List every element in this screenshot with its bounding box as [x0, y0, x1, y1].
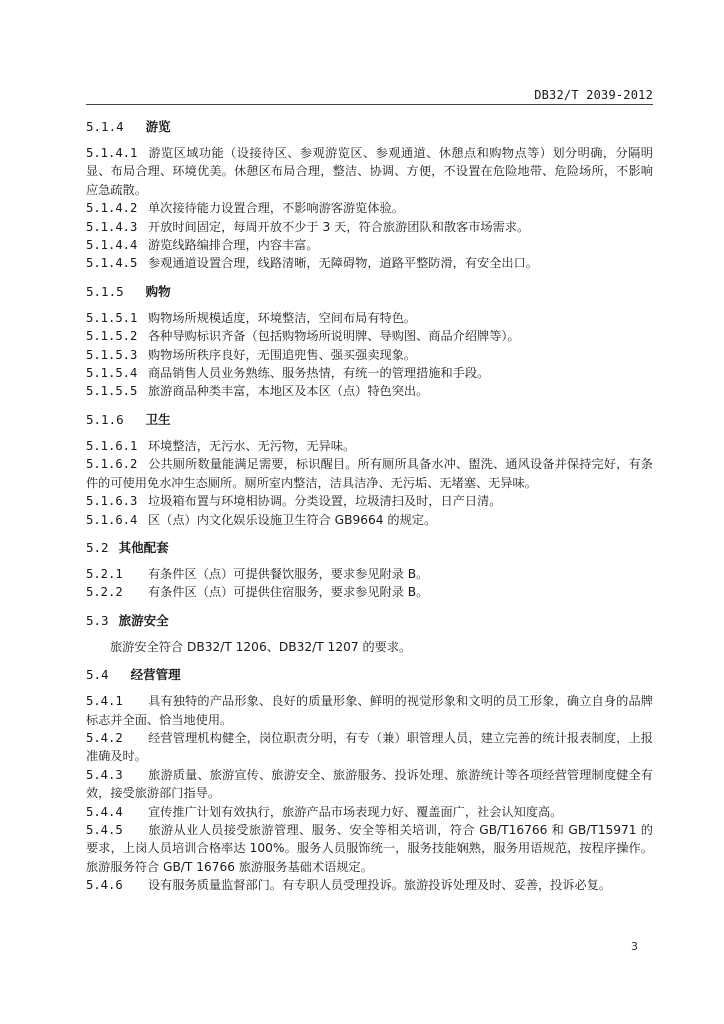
- clause: 5.1.5.2 各种导购标识齐备（包括购物场所说明牌、导购图、商品介绍牌等）。: [86, 329, 520, 344]
- section-heading: 5.2 其他配套: [86, 539, 169, 555]
- clause: 5.1.6.3 垃圾箱布置与环境相协调。分类设置，垃圾清扫及时，日产日清。: [86, 494, 502, 509]
- section-heading: 5.3 旅游安全: [86, 612, 169, 628]
- section-body: 旅游安全符合 DB32/T 1206、DB32/T 1207 的要求。: [110, 639, 412, 654]
- clause: 5.1.4.4 游览线路编排合理，内容丰富。: [86, 238, 319, 253]
- clause: 5.4.3 旅游质量、旅游宣传、旅游安全、旅游服务、投诉处理、旅游统计等各项经营管理制度健全有效，接受旅游部门指导。: [86, 767, 653, 801]
- clause: 5.1.4.1 游览区域功能（设接待区、参观游览区、参观通道、休憩点和购物点等）划分明确，分隔明显、布局合理、环境优美。休憩区布局合理，整洁、协调、方便，不设置在危险地带、危险场所，不影响应急疏散。: [86, 146, 653, 197]
- clause: 5.1.6.4 区（点）内文化娱乐设施卫生符合 GB9664 的规定。: [86, 512, 437, 527]
- document-code: DB32/T 2039-2012: [534, 88, 653, 102]
- clause: 5.1.4.2 单次接待能力设置合理，不影响游客游览体验。: [86, 201, 404, 216]
- clause: 5.2.1 有条件区（点）可提供餐饮服务，要求参见附录 B。: [86, 566, 429, 581]
- clause: 5.1.5.4 商品销售人员业务熟练、服务热情，有统一的管理措施和手段。: [86, 366, 490, 381]
- clause: 5.1.4.5 参观通道设置合理，线路清晰，无障碍物，道路平整防滑，有安全出口。: [86, 256, 538, 271]
- document-body: [86, 108, 653, 895]
- clause: 5.4.6 设有服务质量监督部门。有专职人员受理投诉。旅游投诉处理及时、妥善，投诉必复。: [86, 878, 612, 893]
- clause: 5.1.6.1 环境整洁，无污水、无污物，无异味。: [86, 438, 356, 453]
- page-number: 3: [631, 940, 638, 953]
- clause: 5.1.5.1 购物场所规模适度，环境整洁，空间布局有特色。: [86, 310, 417, 325]
- clause: 5.2.2 有条件区（点）可提供住宿服务，要求参见附录 B。: [86, 585, 429, 600]
- section-heading: 5.4 经营管理: [86, 667, 181, 683]
- clause: 5.4.4 宣传推广计划有效执行，旅游产品市场表现力好、覆盖面广，社会认知度高。: [86, 804, 563, 819]
- clause: 5.1.5.5 旅游商品种类丰富，本地区及本区（点）特色突出。: [86, 384, 429, 399]
- clause: 5.1.5.3 购物场所秩序良好，无围追兜售、强买强卖现象。: [86, 347, 417, 362]
- header-divider: [86, 104, 653, 105]
- clause: 5.1.6.2 公共厕所数量能满足需要，标识醒目。所有厕所具备水冲、盥洗、通风设备并保持完好，有条件的可使用免水冲生态厕所。厕所室内整洁，洁具洁净、无污垢、无堵塞、无异味。: [86, 457, 653, 490]
- clause: 5.1.4.3 开放时间固定，每周开放不少于 3 天，符合旅游团队和散客市场需求。: [86, 219, 530, 234]
- section-heading: 5.1.6 卫生: [86, 411, 171, 427]
- clause: 5.4.5 旅游从业人员接受旅游管理、服务、安全等相关培训，符合 GB/T16766 和 GB/T15971 的要求，上岗人员培训合格率达 100%。服务人员服饰统一，服务技能娴熟，服务用语规范，按程序操作。旅游服务符合 GB/T 16766 旅游服务基础术语规定。: [86, 822, 653, 874]
- section-heading: 5.1.5 购物: [86, 283, 171, 299]
- clause: 5.4.1 具有独特的产品形象、良好的质量形象、鲜明的视觉形象和文明的员工形象，确立自身的品牌标志并全面、恰当地使用。: [86, 694, 653, 727]
- section-heading: 5.1.4 游览: [86, 119, 171, 134]
- clause: 5.4.2 经营管理机构健全，岗位职责分明，有专（兼）职管理人员，建立完善的统计报表制度，上报准确及时。: [86, 730, 653, 764]
